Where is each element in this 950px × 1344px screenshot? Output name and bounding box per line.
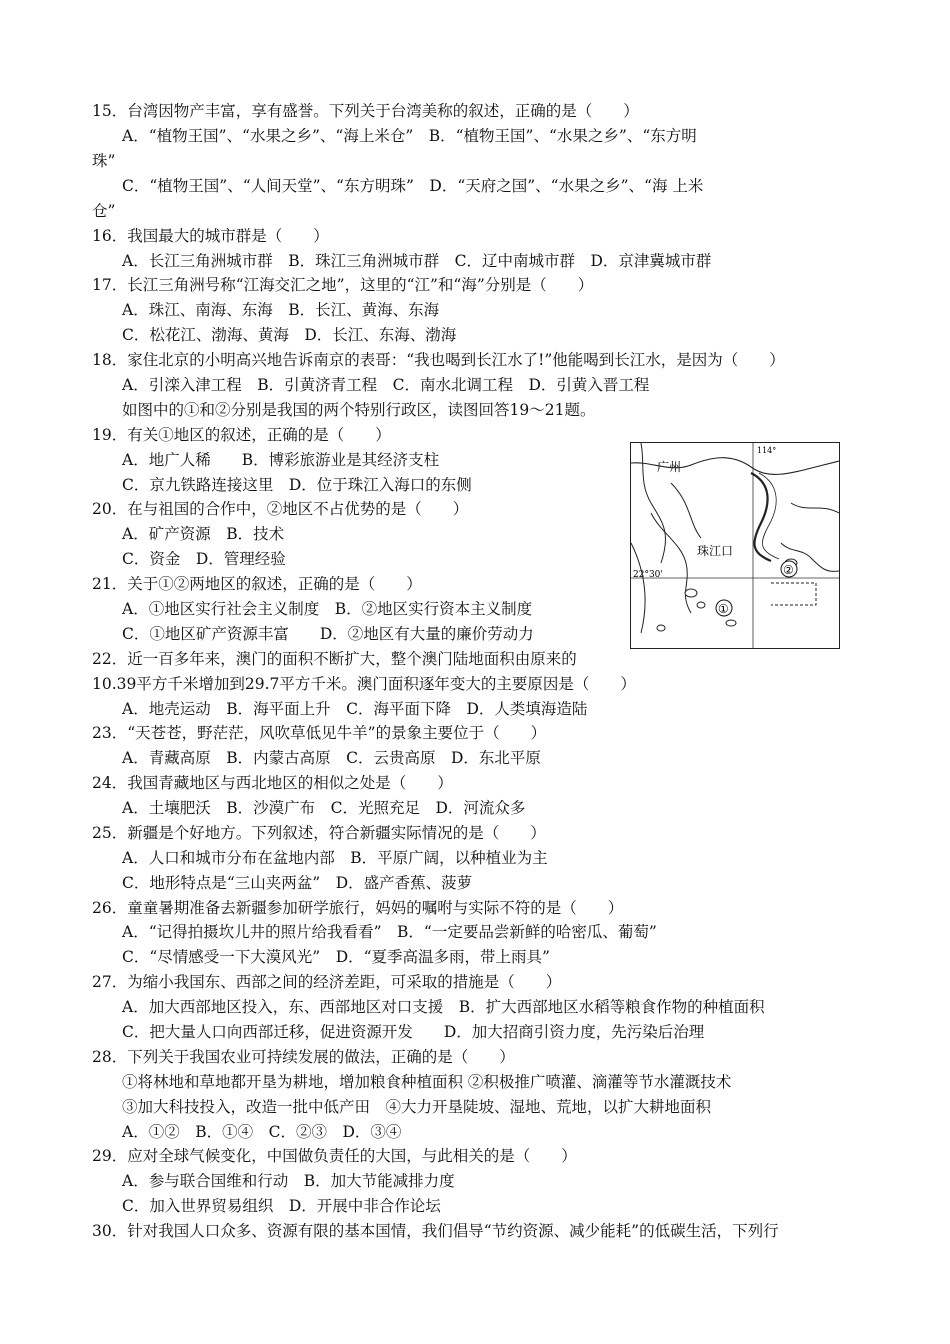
question-18: 18．家住北京的小明高兴地告诉南京的表哥：“我也喝到长江水了!”他能喝到长江水，是因为（ ） [92, 351, 785, 369]
pearl-river-delta-map [630, 442, 840, 649]
statement-line: ③加大科技投入，改造一批中低产田 ④大力开垦陡坡、湿地、荒地，以扩大耕地面积 [122, 1098, 712, 1116]
option-line: A．①地区实行社会主义制度 B．②地区实行资本主义制度 [122, 600, 533, 618]
question-22-cont: 10.39平方千米增加到29.7平方千米。澳门面积逐年变大的主要原因是（ ） [92, 675, 636, 693]
option-line: A．矿产资源 B．技术 [122, 525, 285, 543]
question-21: 21．关于①②两地区的叙述，正确的是（ ） [92, 575, 422, 593]
question-26: 26．童童暑期准备去新疆参加研学旅行，妈妈的嘱咐与实际不符的是（ ） [92, 899, 624, 917]
option-line: C．京九铁路连接这里 D．位于珠江入海口的东侧 [122, 476, 472, 494]
option-line: A．珠江、南海、东海 B．长江、黄海、东海 [122, 301, 440, 319]
option-line: A．人口和城市分布在盆地内部 B．平原广阔，以种植业为主 [122, 849, 548, 867]
option-line: C．松花江、渤海、黄海 D．长江、东海、渤海 [122, 326, 457, 344]
map-intro: 如图中的①和②分别是我国的两个特别行政区，读图回答19～21题。 [122, 401, 596, 419]
option-line: A．“植物王国”、“水果之乡”、“海上米仓” B．“植物王国”、“水果之乡”、“东方明 [122, 127, 697, 145]
option-line: A．青藏高原 B．内蒙古高原 C．云贵高原 D．东北平原 [122, 749, 541, 767]
question-25: 25．新疆是个好地方。下列叙述，符合新疆实际情况的是（ ） [92, 824, 546, 842]
question-30: 30．针对我国人口众多、资源有限的基本国情，我们倡导“节约资源、减少能耗”的低碳生活，下列行 [92, 1222, 779, 1240]
question-19: 19．有关①地区的叙述，正确的是（ ） [92, 426, 391, 444]
option-line: A．引滦入津工程 B．引黄济青工程 C．南水北调工程 D．引黄入晋工程 [122, 376, 650, 394]
marker-1: ① [718, 602, 729, 616]
option-line: C．①地区矿产资源丰富 D．②地区有大量的廉价劳动力 [122, 625, 534, 643]
longitude-label: 114° [757, 446, 777, 455]
question-23: 23．“天苍苍，野茫茫，风吹草低见牛羊”的景象主要位于（ ） [92, 724, 547, 742]
map-drawing [631, 443, 839, 648]
option-line: A．地壳运动 B．海平面上升 C．海平面下降 D．人类填海造陆 [122, 700, 588, 718]
question-22: 22．近一百多年来，澳门的面积不断扩大，整个澳门陆地面积由原来的 [92, 650, 577, 668]
option-line: A．加大西部地区投入，东、西部地区对口支援 B．扩大西部地区水稻等粮食作物的种植面积 [122, 998, 765, 1016]
option-line: C．加入世界贸易组织 D．开展中非合作论坛 [122, 1197, 441, 1215]
option-wrap: 珠” [92, 152, 116, 170]
question-24: 24．我国青藏地区与西北地区的相似之处是（ ） [92, 774, 453, 792]
option-line: A．土壤肥沃 B．沙漠广布 C．光照充足 D．河流众多 [122, 799, 526, 817]
question-16: 16．我国最大的城市群是（ ） [92, 227, 329, 245]
latitude-label: 22°30' [633, 570, 663, 580]
question-28: 28．下列关于我国农业可持续发展的做法，正确的是（ ） [92, 1048, 515, 1066]
estuary-label: 珠江口 [697, 544, 734, 558]
question-17: 17．长江三角洲号称“江海交汇之地”，这里的“江”和“海”分别是（ ） [92, 276, 594, 294]
question-20: 20．在与祖国的合作中，②地区不占优势的是（ ） [92, 500, 469, 518]
option-line: C．资金 D．管理经验 [122, 550, 286, 568]
statement-line: ①将林地和草地都开垦为耕地，增加粮食种植面积 ②积极推广喷灌、滴灌等节水灌溉技术 [122, 1073, 732, 1091]
marker-2: ② [783, 563, 794, 577]
question-15: 15．台湾因物产丰富，享有盛誉。下列关于台湾美称的叙述，正确的是（ ） [92, 102, 639, 120]
option-line: A．参与联合国维和行动 B．加大节能减排力度 [122, 1172, 455, 1190]
option-line: C．“植物王国”、“人间天堂”、“东方明珠” D．“天府之国”、“水果之乡”、“海 上米 [122, 177, 704, 195]
option-line: A．“记得拍摄坎儿井的照片给我看看” B．“一定要品尝新鲜的哈密瓜、葡萄” [122, 923, 657, 941]
guangzhou-label: 广州 [657, 460, 682, 474]
option-line: A．地广人稀 B．博彩旅游业是其经济支柱 [122, 451, 440, 469]
option-line: C．“尽情感受一下大漠风光” D．“夏季高温多雨，带上雨具” [122, 948, 550, 966]
option-wrap: 仓” [92, 202, 116, 220]
option-line: C．把大量人口向西部迁移，促进资源开发 D．加大招商引资力度，先污染后治理 [122, 1023, 705, 1041]
option-line: C．地形特点是“三山夹两盆” D．盛产香蕉、菠萝 [122, 874, 473, 892]
option-line: A．①② B．①④ C．②③ D．③④ [122, 1123, 402, 1141]
question-27: 27．为缩小我国东、西部之间的经济差距，可采取的措施是（ ） [92, 973, 562, 991]
question-29: 29．应对全球气候变化，中国做负责任的大国，与此相关的是（ ） [92, 1147, 577, 1165]
option-line: A．长江三角洲城市群 B．珠江三角洲城市群 C．辽中南城市群 D．京津冀城市群 [122, 252, 712, 270]
